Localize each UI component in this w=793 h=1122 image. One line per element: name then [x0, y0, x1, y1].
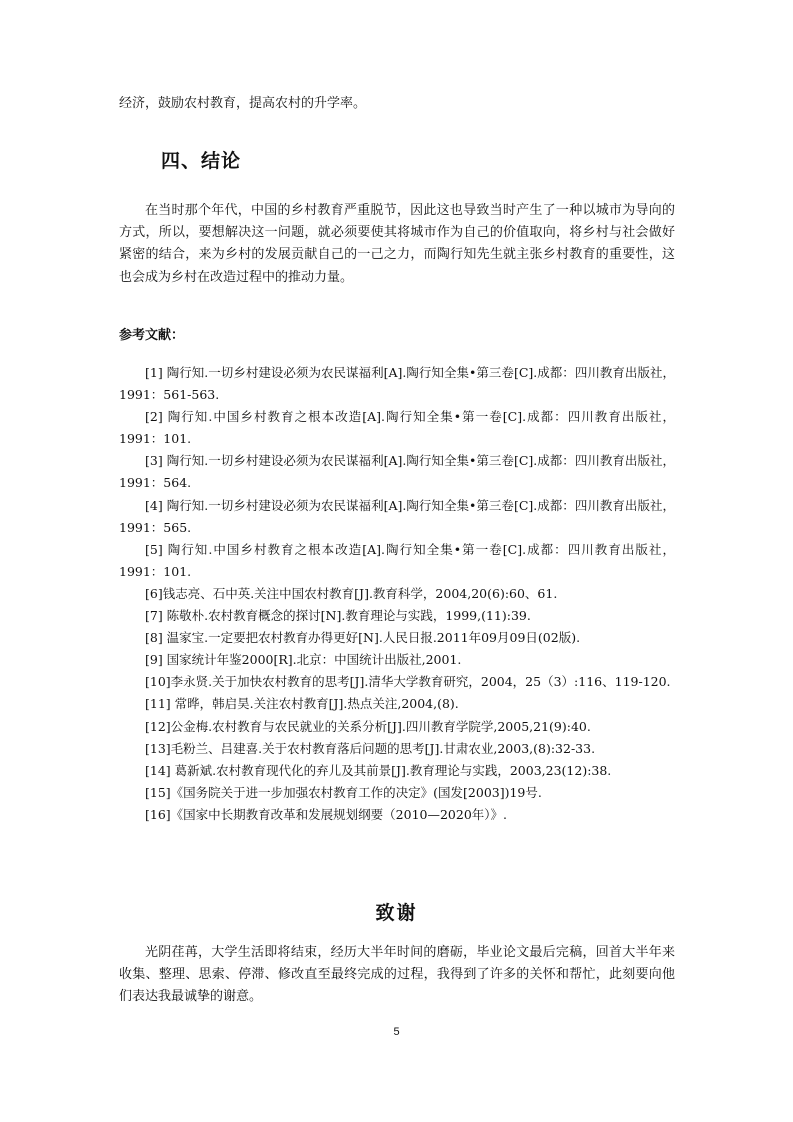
references-list: [119, 362, 675, 826]
page-number: 5: [393, 1026, 400, 1038]
reference-item: [14] 葛新斌.农村教育现代化的弃儿及其前景[J].教育理论与实践，2003,23(12):38.: [145, 762, 612, 778]
acknowledgement-heading: 致谢: [375, 902, 418, 924]
acknowledgement-paragraph: 光阴荏苒，大学生活即将结束，经历大半年时间的磨砺，毕业论文最后完稿，回首大半年来收集、整理、思索、停滞、修改直至最终完成的过程，我得到了许多的关怀和帮忙，此刻要向他们表达我最诚挚的谢意。: [119, 945, 675, 1005]
reference-item: [15]《国务院关于进一步加强农村教育工作的决定》(国发[2003])19号.: [145, 784, 542, 800]
reference-item: [13]毛粉兰、吕建喜.关于农村教育落后问题的思考[J].甘肃农业,2003,(8):32-33.: [145, 740, 596, 756]
reference-item: [12]公金梅.农村教育与农民就业的关系分析[J].四川教育学院学,2005,21(9):40.: [145, 718, 591, 734]
section-heading-conclusion: 四、结论: [161, 150, 242, 172]
reference-item: [10]李永贤.关于加快农村教育的思考[J].清华大学教育研究，2004，25（3）:116、119-120.: [145, 674, 671, 690]
reference-item: [9] 国家统计年鉴2000[R].北京：中国统计出版社,2001.: [145, 652, 462, 668]
conclusion-paragraph: 在当时那个年代，中国的乡村教育严重脱节，因此这也导致当时产生了一种以城市为导向的方式，所以，要想解决这一问题，就必须要使其将城市作为自己的价值取向，将乡村与社会做好紧密的结合，来为乡村的发展贡献自己的一己之力，而陶行知先生就主张乡村教育的重要性，这也会成为乡村在改造过程中的推动力量。: [119, 203, 675, 285]
reference-item: [16]《国家中长期教育改革和发展规划纲要（2010—2020年）》.: [145, 806, 508, 822]
references-heading: 参考文献：: [119, 328, 185, 343]
reference-item: [2] 陶行知.中国乡村教育之根本改造[A].陶行知全集•第一卷[C].成都：四川教育出版社，1991：101.: [119, 409, 675, 447]
reference-item: [1] 陶行知.一切乡村建设必须为农民谋福利[A].陶行知全集•第三卷[C].成都：四川教育出版社，1991：561-563.: [119, 365, 675, 403]
reference-item: [3] 陶行知.一切乡村建设必须为农民谋福利[A].陶行知全集•第三卷[C].成都：四川教育出版社，1991：564.: [119, 453, 675, 491]
reference-item: [8] 温家宝.一定要把农村教育办得更好[N].人民日报.2011年09月09日(02版).: [145, 630, 581, 646]
reference-item: [4] 陶行知.一切乡村建设必须为农民谋福利[A].陶行知全集•第三卷[C].成都：四川教育出版社，1991：565.: [119, 497, 675, 535]
reference-item: [7] 陈敬朴.农村教育概念的探讨[N].教育理论与实践，1999,(11):39.: [145, 608, 531, 624]
reference-item: [5] 陶行知.中国乡村教育之根本改造[A].陶行知全集•第一卷[C].成都：四川教育出版社，1991：101.: [119, 541, 675, 579]
reference-item: [6]钱志亮、石中英.关注中国农村教育[J].教育科学，2004,20(6):60、61.: [145, 585, 558, 601]
reference-item: [11] 常晔，韩启昊.关注农村教育[J].热点关注,2004,(8).: [145, 696, 459, 712]
continued-paragraph-line: 经济，鼓励农村教育，提高农村的升学率。: [119, 96, 367, 111]
